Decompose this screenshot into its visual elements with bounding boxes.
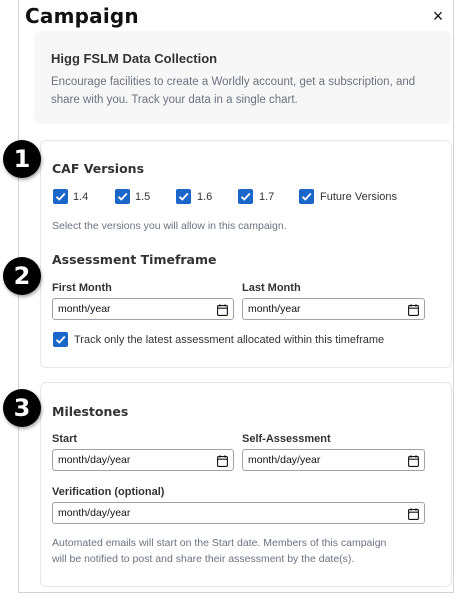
step-badge-1: 1 — [3, 140, 41, 178]
first-month-label: First Month — [52, 282, 112, 294]
latest-assessment-checkbox[interactable] — [53, 332, 68, 347]
verification-date-value: month/day/year — [58, 507, 131, 519]
calendar-icon[interactable] — [408, 303, 419, 321]
step-badge-2: 2 — [3, 257, 41, 295]
intro-description: Encourage facilities to create a Worldly account, get a subscription, and share with you. Track your data in a single chart. — [51, 76, 416, 106]
start-label: Start — [52, 433, 78, 445]
caf-checkbox-1-5[interactable] — [115, 189, 130, 204]
caf-option-label: 1.4 — [73, 191, 89, 203]
timeframe-heading: Assessment Timeframe — [52, 252, 217, 267]
self-assessment-date-input[interactable] — [242, 449, 425, 471]
milestones-help-line-1: Automated emails will start on the Start date. Members of this campaign — [52, 537, 387, 549]
latest-assessment-label: Track only the latest assessment allocated within this timeframe — [74, 334, 385, 346]
calendar-icon[interactable] — [408, 454, 419, 472]
caf-checkbox-1-6[interactable] — [176, 189, 191, 204]
caf-checkbox-1-7[interactable] — [238, 189, 253, 204]
start-date-value: month/day/year — [58, 454, 131, 466]
caf-option-label: Future Versions — [320, 191, 398, 203]
last-month-input[interactable] — [242, 298, 425, 320]
milestones-help-line-2: will be notified to post and share their assessment by the date(s). — [52, 553, 355, 565]
verification-date-input[interactable] — [52, 502, 425, 524]
start-date-input[interactable] — [52, 449, 234, 471]
verification-label: Verification (optional) — [52, 486, 165, 498]
calendar-icon[interactable] — [408, 507, 419, 525]
last-month-label: Last Month — [242, 282, 301, 294]
caf-checkbox-1-4[interactable] — [53, 189, 68, 204]
dialog-title: Campaign — [25, 4, 139, 28]
first-month-value: month/year — [58, 303, 111, 315]
self-assessment-date-value: month/day/year — [248, 454, 321, 466]
caf-option-label: 1.5 — [135, 191, 151, 203]
milestones-heading: Milestones — [52, 404, 129, 419]
last-month-value: month/year — [248, 303, 301, 315]
caf-checkbox-future[interactable] — [299, 189, 314, 204]
caf-versions-heading: CAF Versions — [52, 161, 145, 176]
intro-title: Higg FSLM Data Collection — [51, 51, 218, 66]
caf-option-label: 1.7 — [259, 191, 275, 203]
calendar-icon[interactable] — [217, 303, 228, 321]
calendar-icon[interactable] — [217, 454, 228, 472]
self-assessment-label: Self-Assessment — [242, 433, 331, 445]
caf-option-label: 1.6 — [197, 191, 213, 203]
first-month-input[interactable] — [52, 298, 234, 320]
caf-help-text: Select the versions you will allow in this campaign. — [52, 220, 287, 232]
step-badge-3: 3 — [3, 389, 41, 427]
close-icon[interactable]: × — [432, 6, 444, 26]
